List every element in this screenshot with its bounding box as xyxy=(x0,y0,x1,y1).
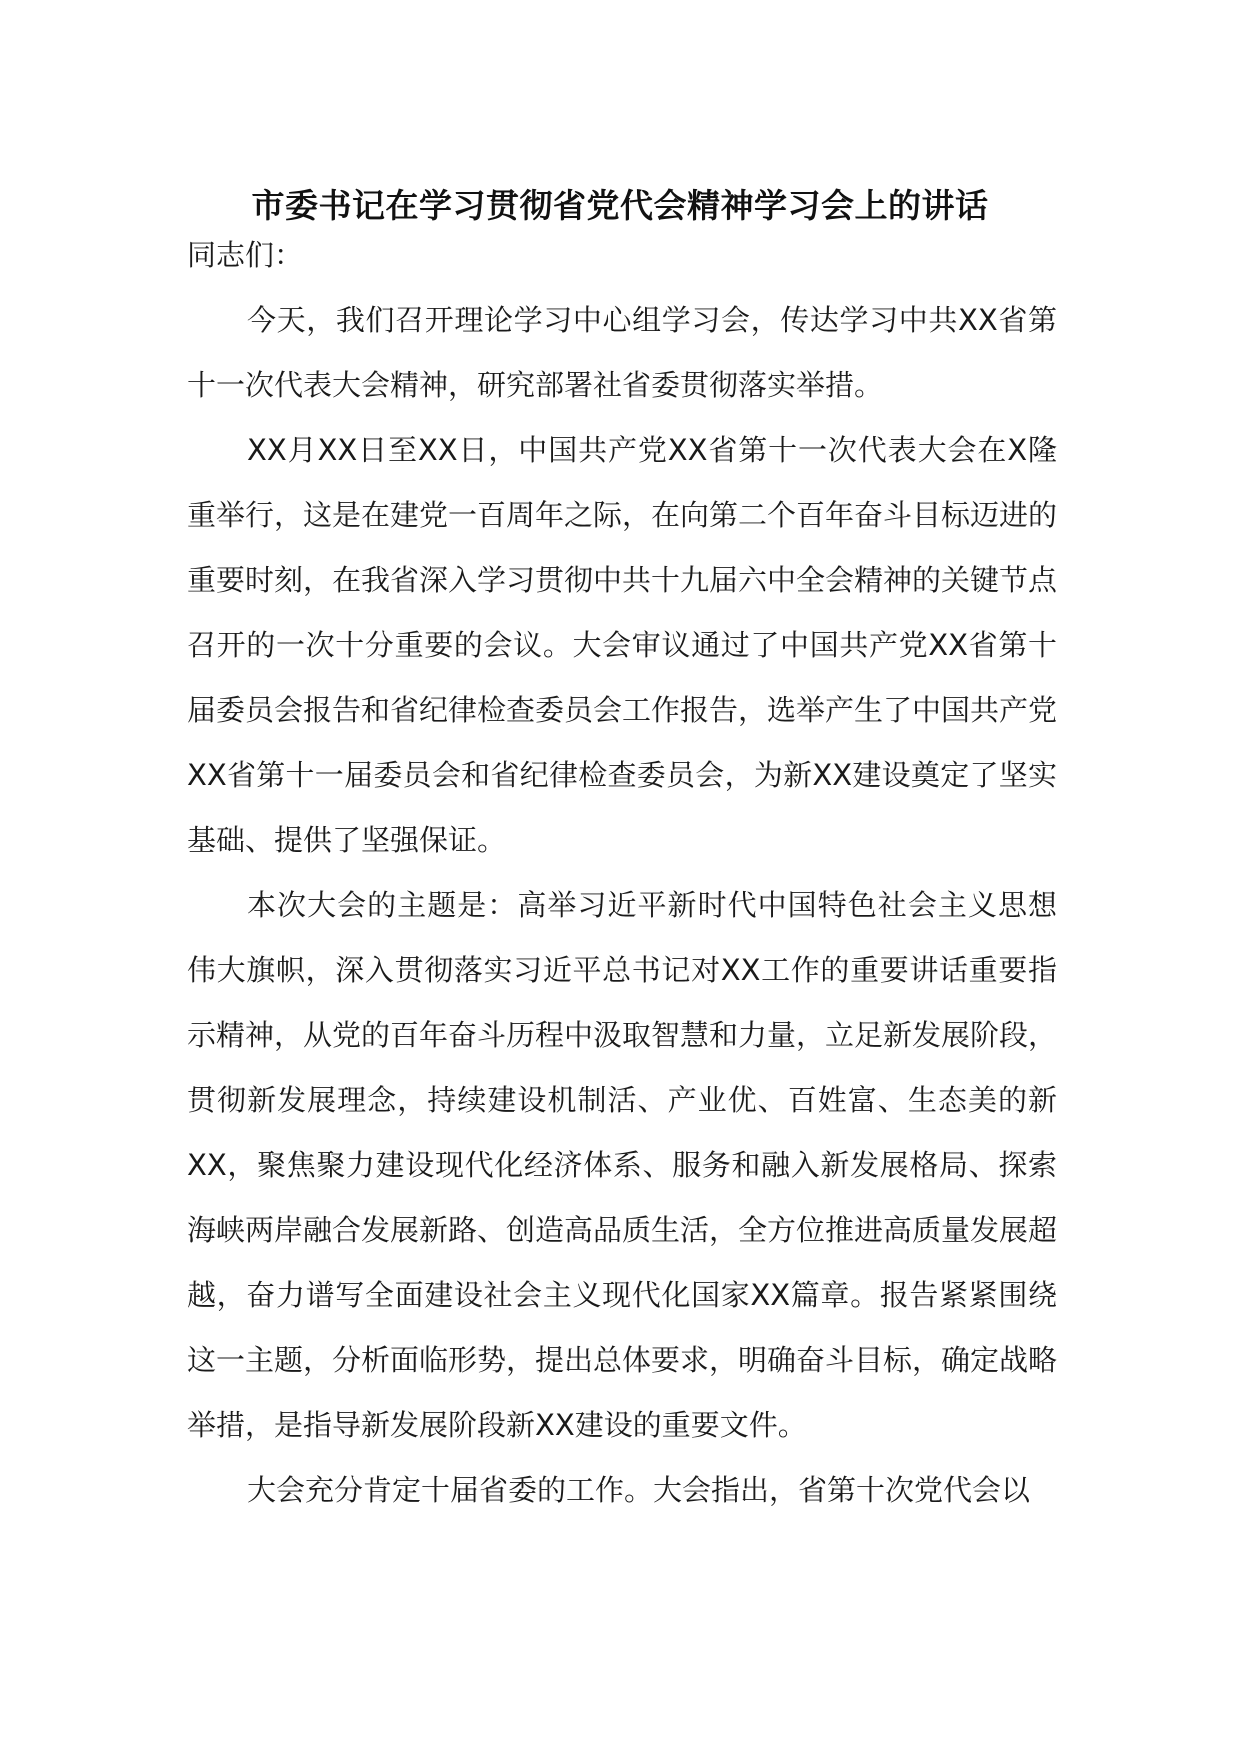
paragraph-4: 大会充分肯定十届省委的工作。大会指出，省第十次党代会以 xyxy=(247,1473,1031,1507)
paragraph-3: 本次大会的主题是：高举习近平新时代中国特色社会主义思想伟大旗帜，深入贯彻落实习近平总书记对XX工作的重要讲话重要指示精神，从党的百年奋斗历程中汲取智慧和力量，立足新发展阶段，贯彻新发展理念，持续建设机制活、产业优、百姓富、生态美的新XX，聚焦聚力建设现代化经济体系、服务和融入新发展格局、探索海峡两岸融合发展新路、创造高品质生活，全方位推进高质量发展超越，奋力谱写全面建设社会主义现代化国家XX篇章。报告紧紧围绕这一主题，分析面临形势，提出总体要求，明确奋斗目标，确定战略举措，是指导新发展阶段新XX建设的重要文件。 xyxy=(187,888,1058,1442)
paragraph-2: XX月XX日至XX日，中国共产党XX省第十一次代表大会在X隆重举行，这是在建党一百周年之际，在向第二个百年奋斗目标迈进的重要时刻，在我省深入学习贯彻中共十九届六中全会精神的关键节点召开的一次十分重要的会议。大会审议通过了中国共产党XX省第十届委员会报告和省纪律检查委员会工作报告，选举产生了中国共产党XX省第十一届委员会和省纪律检查委员会，为新XX建设奠定了坚实基础、提供了坚强保证。 xyxy=(187,433,1058,857)
paragraph-1: 今天，我们召开理论学习中心组学习会，传达学习中共XX省第十一次代表大会精神，研究部署社省委贯彻落实举措。 xyxy=(187,303,1057,402)
salutation: 同志们： xyxy=(187,238,304,272)
document-body xyxy=(187,223,1057,1523)
document-title: 市委书记在学习贯彻省党代会精神学习会上的讲话 xyxy=(251,186,989,225)
